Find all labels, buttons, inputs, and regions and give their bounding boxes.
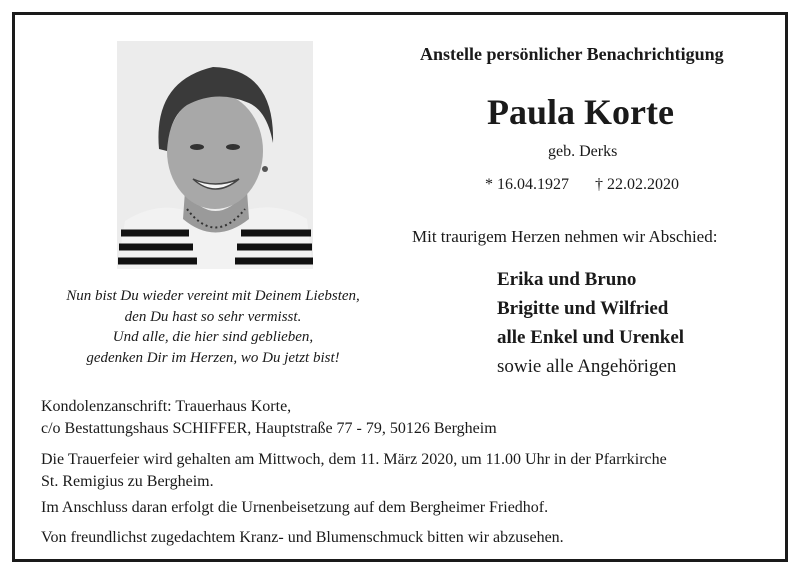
poem-line: gedenken Dir im Herzen, wo Du jetzt bist! bbox=[86, 349, 340, 366]
farewell-line: Mit traurigem Herzen nehmen wir Abschied: bbox=[412, 227, 718, 246]
condolence-line: c/o Bestattungshaus SCHIFFER, Hauptstraße 77 - 79, 50126 Bergheim bbox=[41, 420, 497, 437]
poem-line: den Du hast so sehr vermisst. bbox=[124, 308, 302, 325]
mourner-line: sowie alle Angehörigen bbox=[497, 356, 677, 377]
memorial-poem bbox=[30, 286, 396, 368]
condolence-line: Kondolenzanschrift: Trauerhaus Korte, bbox=[41, 398, 292, 415]
mourners-list bbox=[497, 265, 684, 381]
condolence-address bbox=[41, 396, 761, 440]
funeral-line: Die Trauerfeier wird gehalten am Mittwoch, dem 11. März 2020, um 11.00 Uhr in der Pfarrkirche bbox=[41, 451, 667, 468]
flowers-request: Von freundlichst zugedachtem Kranz- und Blumenschmuck bitten wir abzusehen. bbox=[41, 529, 564, 546]
mourner-line: Brigitte und Wilfried bbox=[497, 298, 669, 319]
death-date: † 22.02.2020 bbox=[595, 176, 679, 193]
birth-name: geb. Derks bbox=[548, 143, 618, 160]
notice-header: Anstelle persönlicher Benachrichtigung bbox=[420, 44, 724, 64]
poem-line: Und alle, die hier sind geblieben, bbox=[112, 329, 314, 345]
mourner-line: alle Enkel und Urenkel bbox=[497, 327, 685, 348]
burial-info: Im Anschluss daran erfolgt die Urnenbeisetzung auf dem Bergheimer Friedhof. bbox=[41, 499, 549, 516]
poem-line: Nun bist Du wieder vereint mit Deinem Liebsten, bbox=[66, 288, 360, 304]
funeral-info bbox=[41, 449, 761, 493]
portrait-photo bbox=[117, 41, 313, 269]
portrait-illustration bbox=[117, 41, 313, 269]
birth-date: * 16.04.1927 bbox=[485, 176, 569, 193]
deceased-name: Paula Korte bbox=[487, 92, 674, 132]
mourner-line: Erika und Bruno bbox=[497, 269, 637, 290]
funeral-line: St. Remigius zu Bergheim. bbox=[41, 473, 214, 490]
life-dates bbox=[485, 176, 705, 194]
